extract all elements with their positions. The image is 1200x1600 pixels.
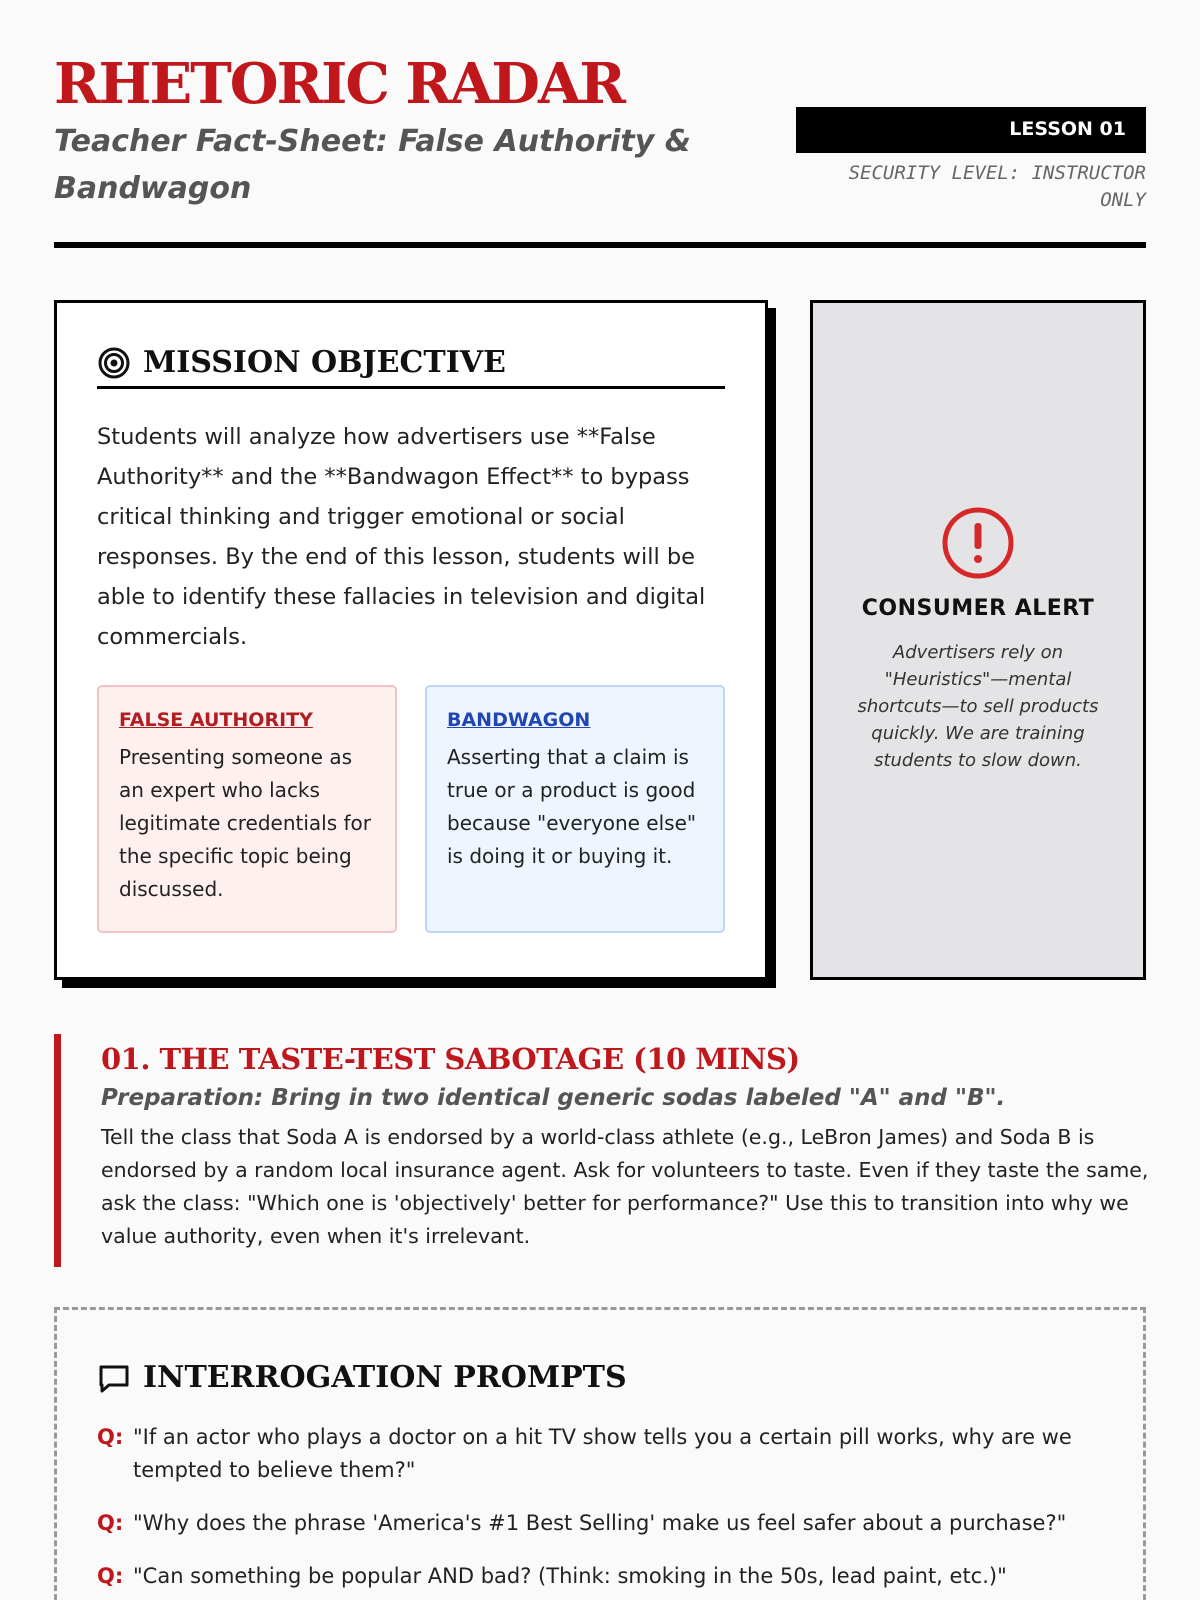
definitions [97,685,725,933]
section-taste-test [54,1034,1149,1267]
lesson-badge: LESSON 01 [796,107,1146,153]
section-preparation: Preparation: Bring in two identical generic sodas labeled "A" and "B". [101,1085,1006,1111]
mission-card [54,300,768,980]
question-text: "Why does the phrase 'America's #1 Best Selling' make us feel safer about a purchase?" [133,1511,1067,1535]
alert-icon [941,506,1015,580]
section-body: Tell the class that Soda A is endorsed by a world-class athlete (e.g., LeBron James) and Soda B is endorsed by a random local insurance agent. Ask for volunteers to taste. Even if they taste the same, ask the class: "Which one is 'objectively' better for performance?" Use this to transition into why we value authority, even when it's irrelevant. [101,1125,1149,1248]
question-marker: Q: [97,1511,124,1535]
page-subtitle: Teacher Fact-Sheet: False Authority & Bandwagon [54,124,691,206]
prompts-title: INTERROGATION PROMPTS [143,1360,627,1395]
interrogation-prompts [54,1307,1146,1600]
question-text: "Can something be popular AND bad? (Think: smoking in the 50s, lead paint, etc.)" [133,1564,1007,1588]
brand-title: RHETORIC RADAR [54,51,624,117]
mission-title: MISSION OBJECTIVE [143,345,506,380]
speech-bubble-icon [97,1361,131,1395]
definition-text: Asserting that a claim is true or a product is good because "everyone else" is doing it or buying it. [447,745,697,868]
list-item [97,1507,1103,1540]
definition-text: Presenting someone as an expert who lacks legitimate credentials for the specific topic being discussed. [119,745,372,901]
list-item [97,1421,1103,1487]
definition-false-authority [97,685,397,933]
question-text: "If an actor who plays a doctor on a hit TV show tells you a certain pill works, why are we tempted to believe them?" [133,1425,1072,1482]
section-title: 01. THE TASTE-TEST SABOTAGE (10 MINS) [101,1042,800,1076]
mission-header [97,345,725,389]
alert-title: CONSUMER ALERT [861,596,1095,621]
mission-text: Students will analyze how advertisers use **False Authority** and the **Bandwagon Effect** to bypass critical thinking and trigger emotional or social responses. By the end of this lesson, students will be able to identify these fallacies in television and digital commercials. [97,424,706,650]
definition-term: FALSE AUTHORITY [119,709,313,731]
prompts-header [97,1360,1103,1395]
definition-term: BANDWAGON [447,709,591,731]
alert-text: Advertisers rely on "Heuristics"—mental shortcuts—to sell products quickly. We are training students to slow down. [857,642,1099,771]
definition-bandwagon [425,685,725,933]
header [54,0,1146,248]
prompt-list [97,1421,1103,1593]
consumer-alert-panel [810,300,1146,980]
question-marker: Q: [97,1425,124,1449]
list-item [97,1560,1103,1593]
security-level: SECURITY LEVEL: INSTRUCTOR ONLY [848,162,1146,211]
target-icon [97,346,131,380]
question-marker: Q: [97,1564,124,1588]
